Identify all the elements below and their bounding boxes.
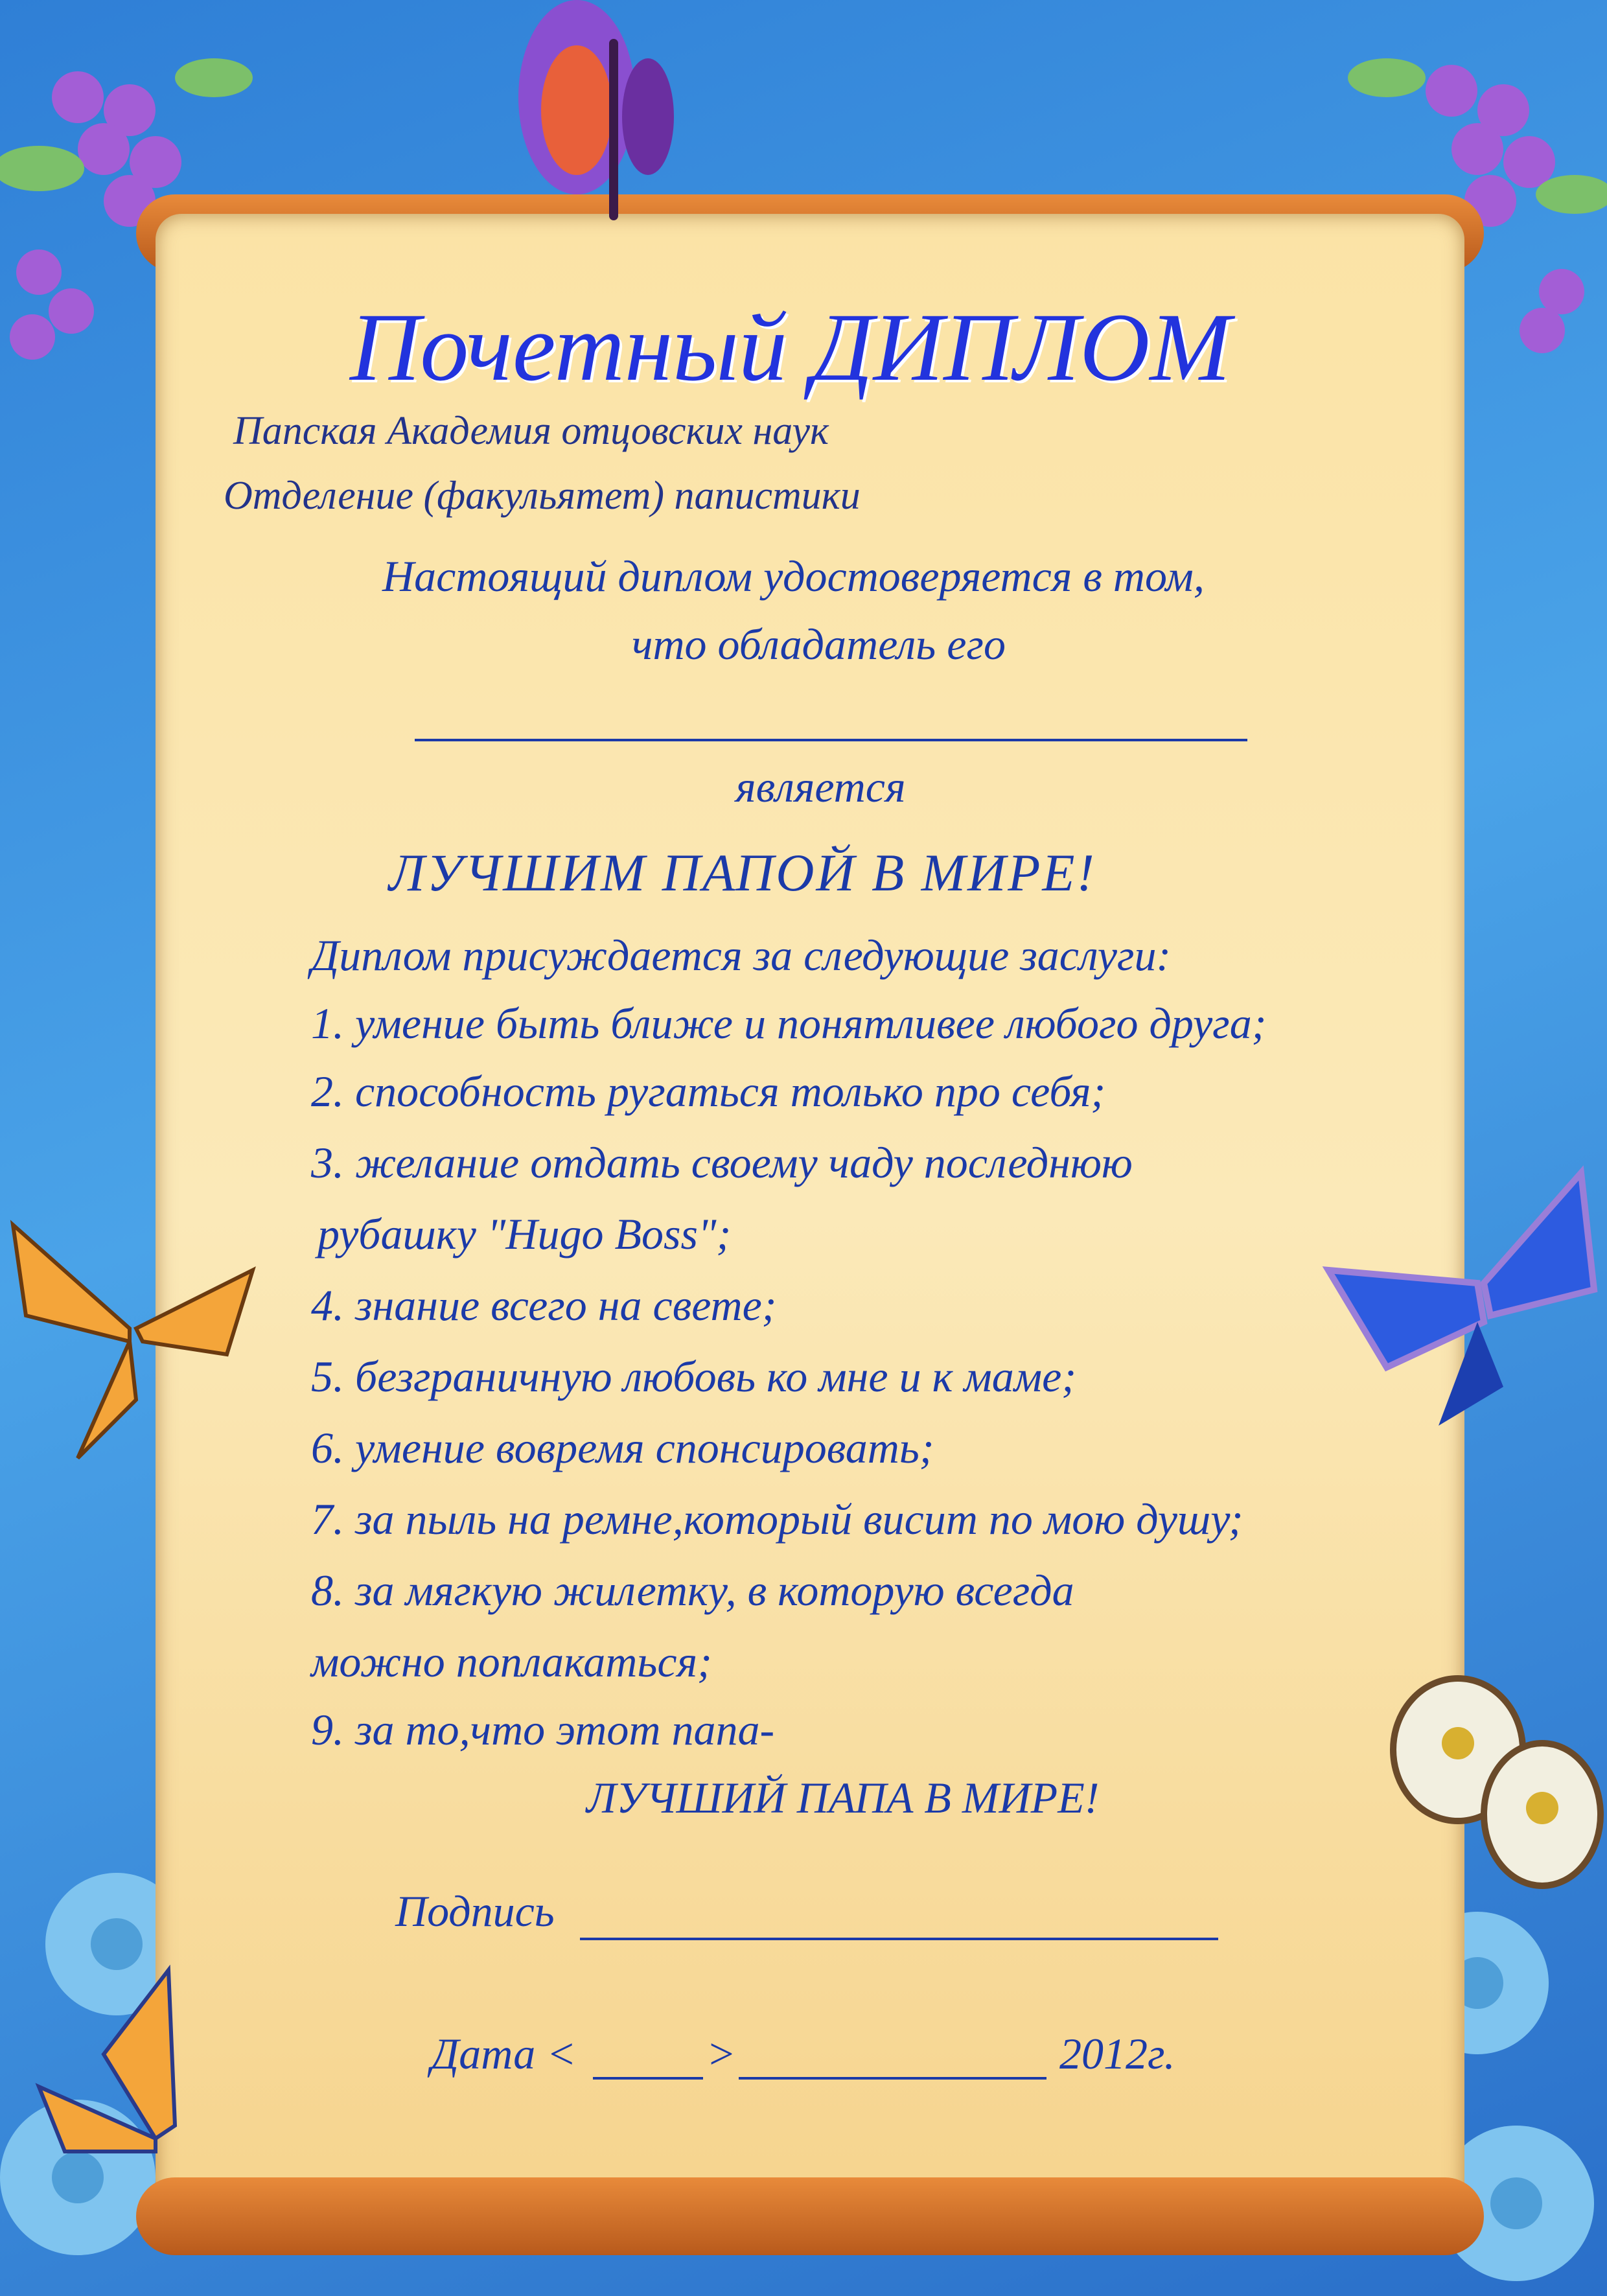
date-year: 2012г. bbox=[1059, 2029, 1175, 2078]
butterfly-icon-right-blue bbox=[1309, 1154, 1607, 1439]
department-name: Отделение (факульятет) папистики bbox=[224, 474, 861, 518]
scroll-bottom-roll bbox=[136, 2177, 1484, 2255]
intro-line-1: Настоящий диплом удостоверяется в том, bbox=[382, 551, 1205, 601]
page-title: Почетный ДИПЛОМ bbox=[350, 294, 1231, 401]
merit-item: 4. знание всего на свете; bbox=[311, 1281, 777, 1330]
academy-name: Папская Академия отцовских наук bbox=[233, 409, 829, 453]
merit-item: 3. желание отдать своему чаду последнюю bbox=[311, 1138, 1133, 1187]
merit-item: 9. за то,что этот папа- bbox=[311, 1705, 775, 1754]
merit-item: рубашку "Hugo Boss"; bbox=[318, 1209, 732, 1258]
butterfly-icon-bottom-left bbox=[26, 1957, 246, 2164]
butterfly-icon-right-white bbox=[1387, 1672, 1607, 1918]
final-best-dad: ЛУЧШИЙ ПАПА В МИРЕ! bbox=[586, 1773, 1100, 1822]
merit-item: 7. за пыль на ремне,который висит по мою душу; bbox=[311, 1494, 1243, 1544]
merit-item: 5. безграничную любовь ко мне и к маме; bbox=[311, 1352, 1077, 1401]
date-month-line bbox=[739, 2077, 1046, 2080]
merit-item: 1. умение быть ближе и понятливее любого друга; bbox=[311, 999, 1267, 1048]
date-day-line bbox=[593, 2077, 703, 2080]
merit-item: 6. умение вовремя спонсировать; bbox=[311, 1423, 934, 1472]
butterfly-icon-top bbox=[499, 0, 732, 233]
merit-item: можно поплакаться; bbox=[311, 1637, 712, 1686]
best-dad-heading: ЛУЧШИМ ПАПОЙ В МИРЕ! bbox=[389, 843, 1096, 902]
date-label: Дата < bbox=[431, 2029, 577, 2078]
is-label: является bbox=[735, 762, 906, 811]
butterfly-icon-left-orange bbox=[0, 1186, 272, 1471]
date-bracket: > bbox=[706, 2029, 736, 2078]
signature-label: Подпись bbox=[395, 1886, 555, 1936]
merit-item: 2. способность ругаться только про себя; bbox=[311, 1067, 1106, 1116]
intro-line-2: что обладатель его bbox=[632, 620, 1006, 669]
signature-line bbox=[580, 1938, 1218, 1940]
recipient-name-line bbox=[415, 739, 1247, 741]
merit-item: 8. за мягкую жилетку, в которую всегда bbox=[311, 1566, 1074, 1615]
merits-header: Диплом присуждается за следующие заслуги: bbox=[311, 931, 1172, 980]
